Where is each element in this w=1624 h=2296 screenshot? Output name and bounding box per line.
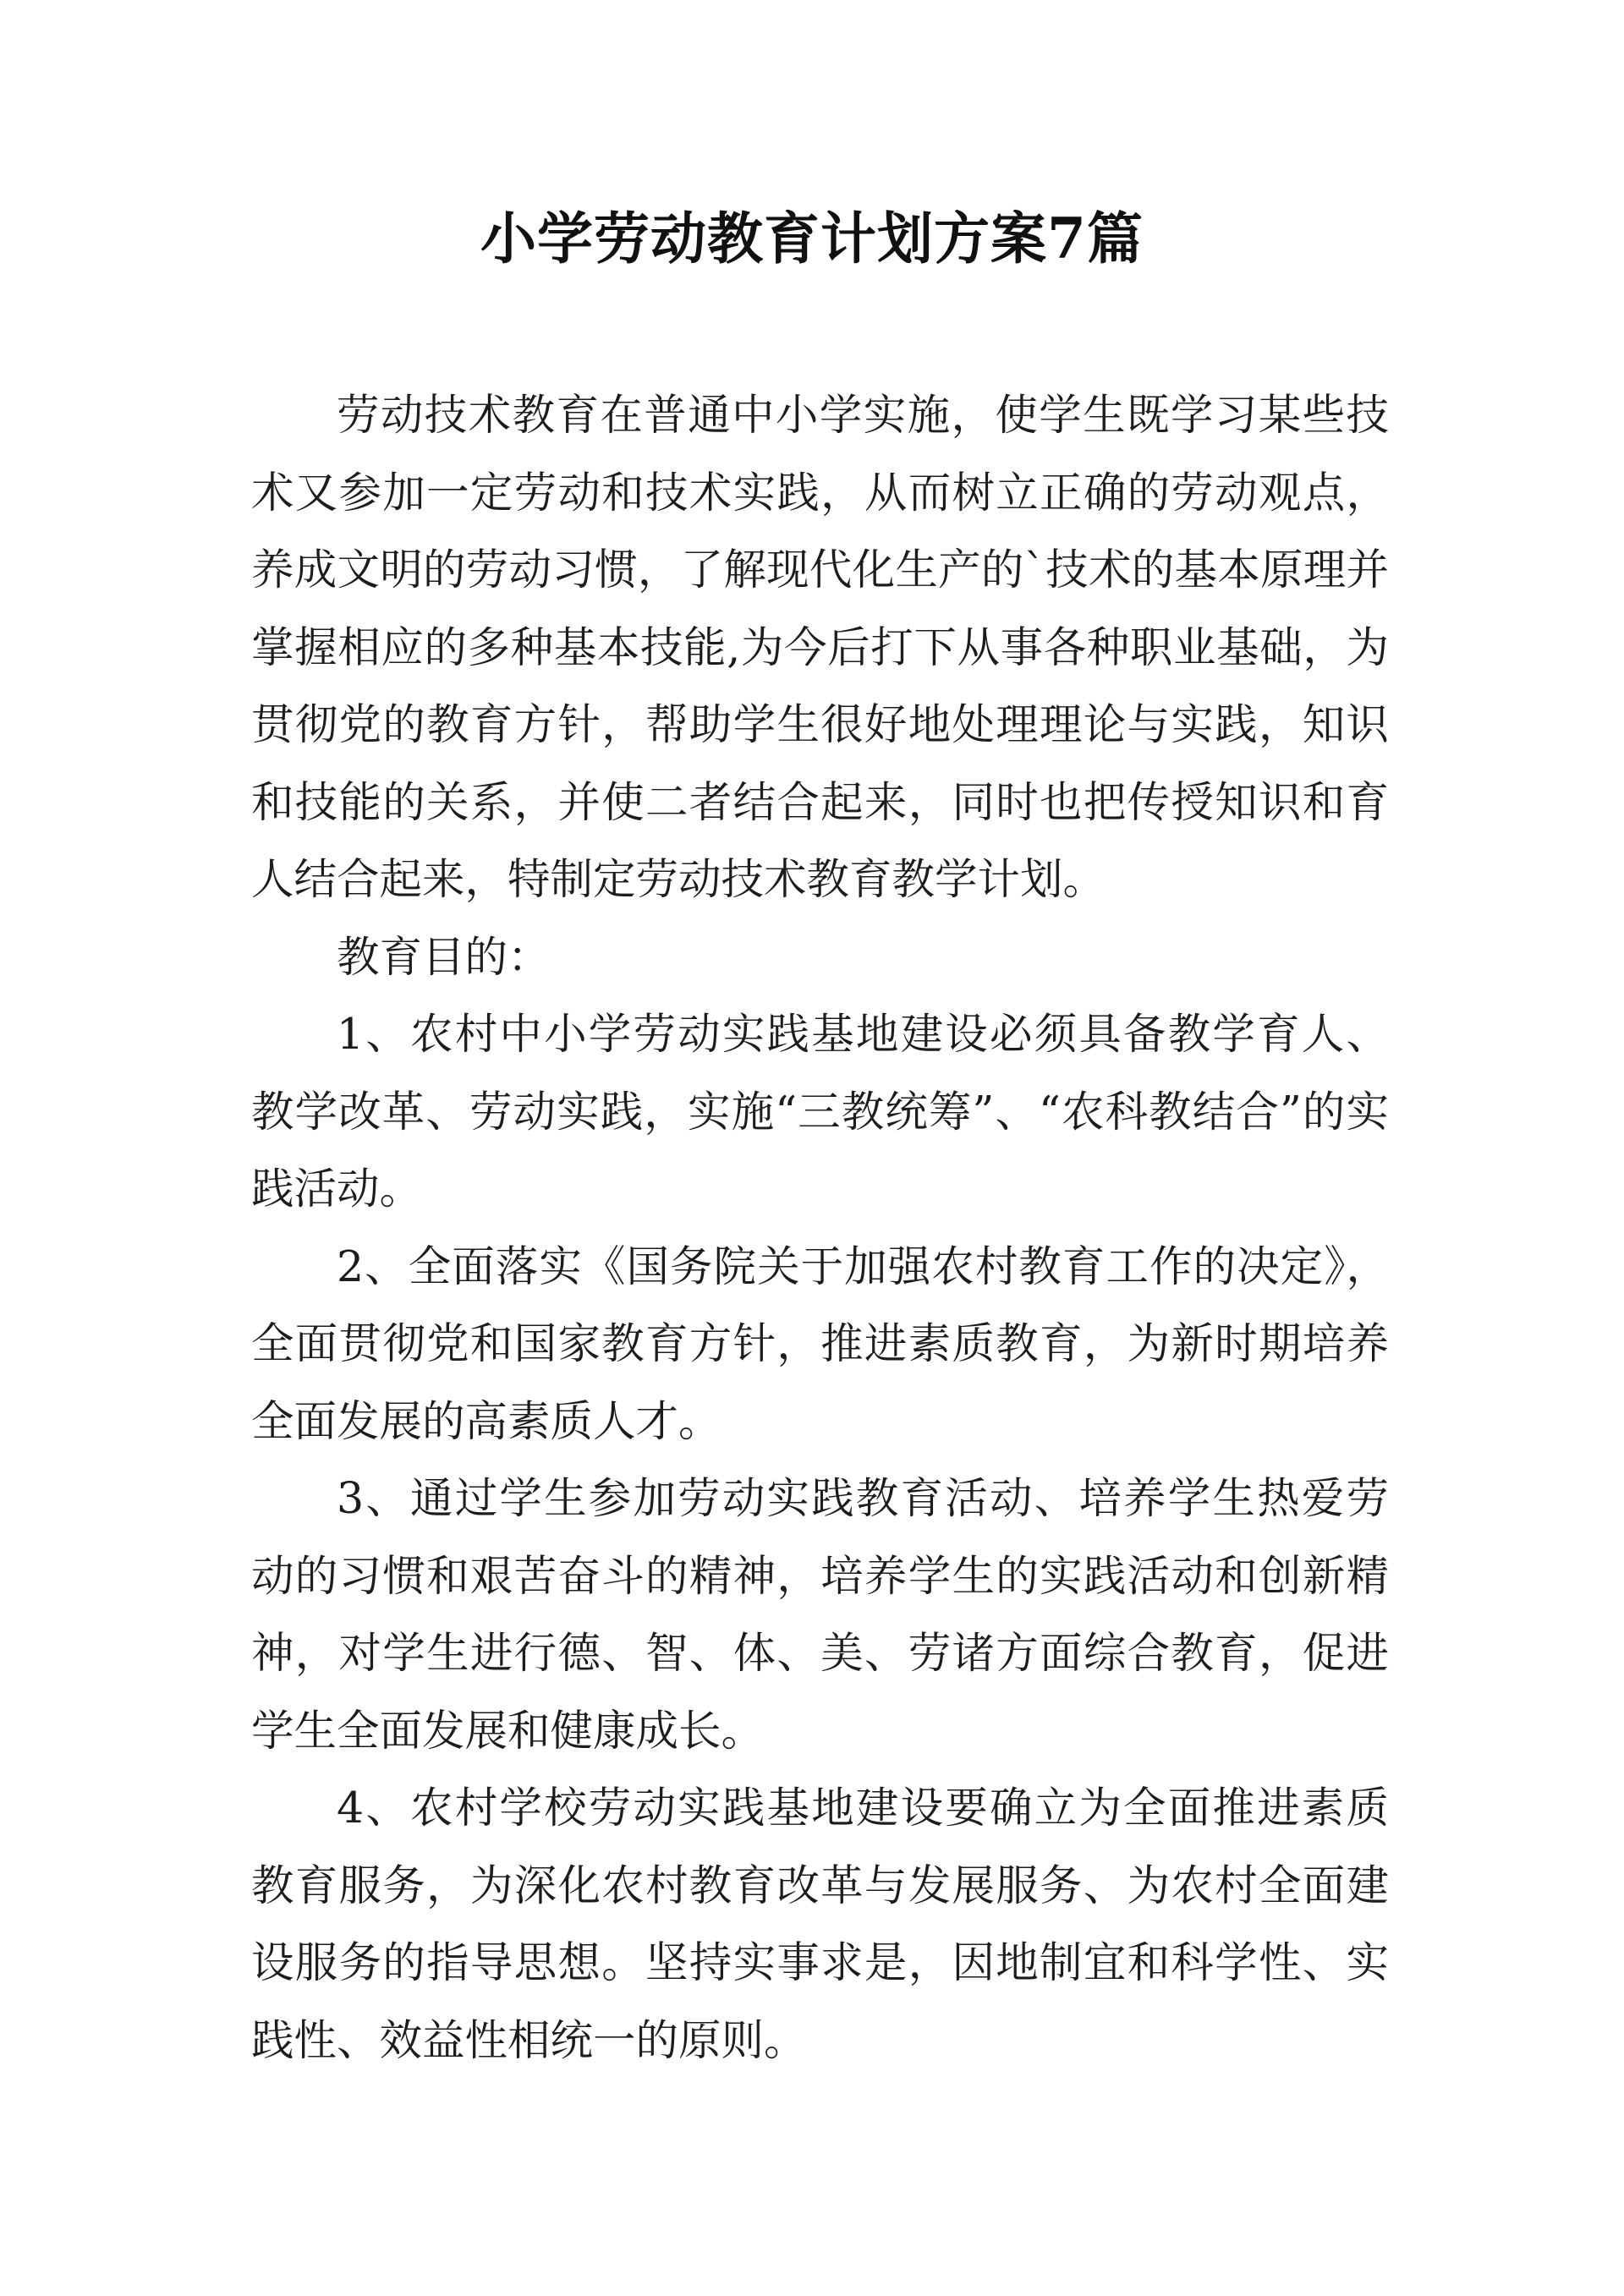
document-title: 小学劳动教育计划方案7篇 [480,205,1144,271]
document-body [251,376,1389,2079]
section-heading-education-goals: 教育目的： [337,931,551,982]
goal-item-4: 4、农村学校劳动实践基地建设要确立为全面推进素质教育服务，为深化农村教育改革与发展服务、为农村全面建设服务的指导思想。坚持实事求是，因地制宜和科学性、实践性、效益性相统一的原则。 [251,1783,1389,2065]
goal-item-3: 3、通过学生参加劳动实践教育活动、培养学生热爱劳动的习惯和艰苦奋斗的精神，培养学生的实践活动和创新精神，对学生进行德、智、体、美、劳诸方面综合教育，促进学生全面发展和健康成长。 [251,1473,1389,1756]
goal-item-1: 1、农村中小学劳动实践基地建设必须具备教学育人、教学改革、劳动实践，实施“三教统筹”、“农科教结合”的实践活动。 [251,1009,1389,1214]
goal-item-2: 2、全面落实《国务院关于加强农村教育工作的决定》，全面贯彻党和国家教育方针，推进素质教育，为新时期培养全面发展的高素质人才。 [251,1241,1389,1446]
intro-paragraph: 劳动技术教育在普通中小学实施，使学生既学习某些技术又参加一定劳动和技术实践，从而树立正确的劳动观点，养成文明的劳动习惯，了解现代化生产的`技术的基本原理并掌握相应的多种基本技能,为今后打下从事各种职业基础，为贯彻党的教育方针，帮助学生很好地处理理论与实践，知识和技能的关系，并使二者结合起来，同时也把传授知识和育人结合起来，特制定劳动技术教育教学计划。 [251,390,1389,904]
